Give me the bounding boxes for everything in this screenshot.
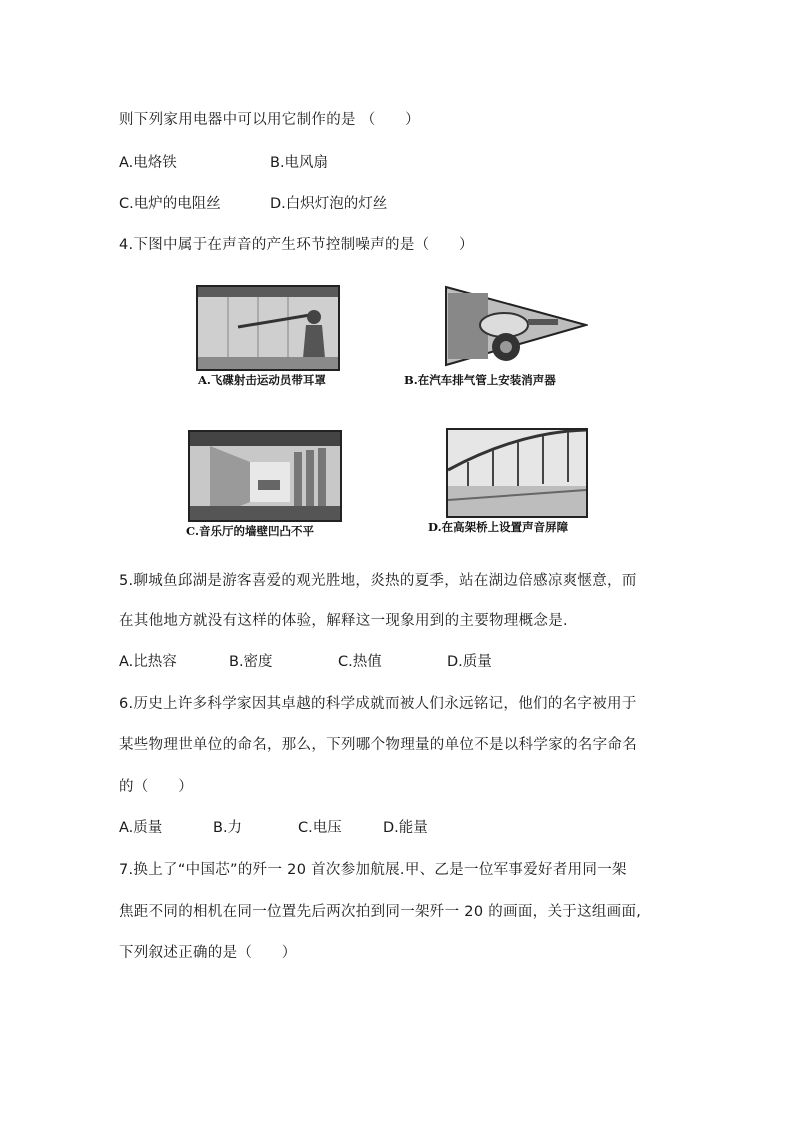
q6-option-b: B.力	[213, 820, 243, 836]
q7-line-3: 下列叙述正确的是（ ）	[119, 945, 297, 961]
photo-exhaust-muffler	[444, 285, 588, 367]
q3-option-b: B.电风扇	[270, 155, 329, 171]
figure-caption-d: D.在高架桥上设置声音屏障	[428, 520, 569, 534]
photo-concert-hall	[188, 430, 342, 522]
q3-stem-tail: 则下列家用电器中可以用它制作的是 （ ）	[119, 112, 420, 128]
q6-option-d: D.能量	[383, 820, 428, 836]
q3-option-a: A.电烙铁	[119, 155, 177, 171]
q6-option-c: C.电压	[298, 820, 342, 836]
q5-line-2: 在其他地方就没有这样的体验，解释这一现象用到的主要物理概念是.	[119, 613, 568, 629]
q6-option-a: A.质量	[119, 820, 163, 836]
q5-option-b: B.密度	[229, 654, 273, 670]
q5-option-d: D.质量	[447, 654, 492, 670]
q5-line-1: 5.聊城鱼邱湖是游客喜爱的观光胜地，炎热的夏季，站在湖边倍感凉爽惬意，而	[119, 573, 637, 589]
q6-line-1: 6.历史上许多科学家因其卓越的科学成就而被人们永远铭记，他们的名字被用于	[119, 696, 637, 712]
figure-caption-b: B.在汽车排气管上安装消声器	[404, 373, 556, 387]
q5-option-a: A.比热容	[119, 654, 177, 670]
q6-line-2: 某些物理世单位的命名，那么，下列哪个物理量的单位不是以科学家的名字命名	[119, 737, 637, 753]
photo-highway-sound-barrier	[446, 428, 588, 518]
figure-caption-a: A.飞碟射击运动员带耳罩	[198, 373, 326, 387]
q7-line-2: 焦距不同的相机在同一位置先后两次拍到同一架歼一 20 的画面，关于这组画面,	[119, 904, 642, 920]
q4-stem: 4.下图中属于在声音的产生环节控制噪声的是（ ）	[119, 237, 474, 253]
photo-shooting-earmuffs	[196, 285, 340, 371]
q3-option-c: C.电炉的电阻丝	[119, 196, 221, 212]
q7-line-1: 7.换上了“中国芯”的歼一 20 首次参加航展.甲、乙是一位军事爱好者用同一架	[119, 862, 627, 878]
q6-line-3: 的（ ）	[119, 779, 193, 795]
q3-option-d: D.白炽灯泡的灯丝	[270, 196, 388, 212]
figure-caption-c: C.音乐厅的墙壁凹凸不平	[186, 524, 314, 538]
q5-option-c: C.热值	[338, 654, 382, 670]
